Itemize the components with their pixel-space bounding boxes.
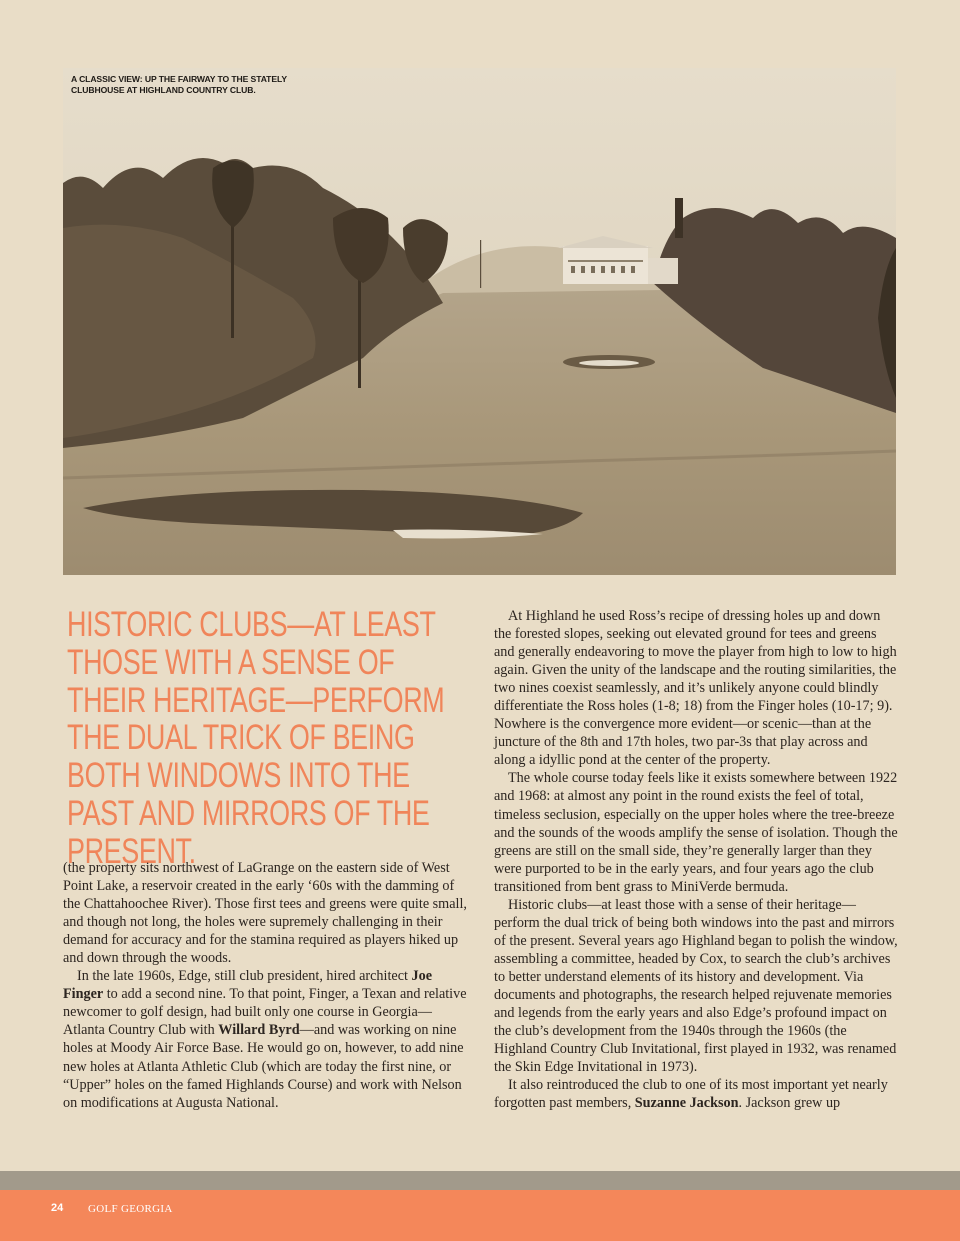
sepia-fairway-image bbox=[63, 68, 896, 575]
magazine-name: GOLF GEORGIA bbox=[88, 1203, 173, 1215]
page-number: 24 bbox=[51, 1202, 64, 1214]
person-name: Joe Finger bbox=[63, 968, 432, 1003]
text-run: It also reintroduced the club to one of its most important yet nearly forgotten past members, bbox=[494, 1077, 888, 1112]
paragraph: (the property sits northwest of LaGrange on the eastern side of West Point Lake, a reservoir created in the early ‘60s with the damming of the Chattahoochee River). Those first tees and greens were quite small, and though not long, the holes were supremely challenging in their demand for accuracy and for the stamina required as players hiked up and down through the woods. bbox=[63, 860, 467, 967]
article-column-left bbox=[63, 859, 471, 1112]
text-run: In the late 1960s, Edge, still club president, hired architect bbox=[77, 968, 412, 985]
paragraph: Historic clubs—at least those with a sense of their heritage—perform the dual trick of being both windows into the past and mirrors of the present. Several years ago Highland began to polish the window, assembling a committee, headed by Cox, to search the club’s archives to better understand elements of its history and development. Via documents and photographs, the research helped rejuvenate memories and legends from the early years and also Edge’s profound impact on the club’s development from the 1940s through the 1960s (the Highland Country Club Invitational, first played in 1932, was renamed the Skin Edge Invitational in 1973). bbox=[494, 896, 898, 1076]
paragraph: The whole course today feels like it exists somewhere between 1922 and 1968: at almost any point in the round exists the feel of total, timeless seclusion, especially on the upper holes where the tree-breeze and the sounds of the woods amplify the sense of isolation. Though the greens are still on the small side, they’re generally larger than they were purported to be in the early years, and four years ago the club transitioned from bent grass to MiniVerde bermuda. bbox=[494, 770, 898, 895]
article-column-right bbox=[494, 607, 898, 1112]
person-name: Suzanne Jackson bbox=[634, 1095, 739, 1112]
person-name: Willard Byrd bbox=[218, 1022, 300, 1039]
text-run: to add a second nine. To that point, Finger, a Texan and relative newcomer to golf design, had built only one course in Georgia—Atlanta Country Club with bbox=[63, 986, 467, 1039]
paragraph bbox=[63, 967, 471, 1111]
paragraph: At Highland he used Ross’s recipe of dressing holes up and down the forested slopes, seeking out elevated ground for tees and greens and generally endeavoring to move the player from high to low to high again. Given the unity of the landscape and the routing similarities, the two nines coexist seamlessly, and it’s unlikely anyone could blindly differentiate the Ross holes (1-8; 18) from the Finger holes (10-17; 9). Nowhere is the convergence more evident—or scenic—than at the juncture of the 8th and 17th holes, two par-3s that play across and along a idyllic pond at the center of the property. bbox=[494, 608, 897, 769]
pull-quote: HISTORIC CLUBS—AT LEAST THOSE WITH A SENSE OF THEIR HERITAGE—PERFORM THE DUAL TRICK OF BEING BOTH WINDOWS INTO THE PAST AND MIRRORS OF THE PRESENT. bbox=[67, 605, 445, 871]
footer-divider-band bbox=[0, 1171, 960, 1190]
photo-caption: A CLASSIC VIEW: UP THE FAIRWAY TO THE STATELY CLUBHOUSE AT HIGHLAND COUNTRY CLUB. bbox=[71, 74, 287, 95]
golf-course-photo bbox=[63, 68, 896, 575]
text-run: —and was working on nine holes at Moody Air Force Base. He would go on, however, to add nine new holes at Atlanta Athletic Club (which are today the first nine, or “Upper” holes on the famed Highlands Course) and work with Nelson on modifications at Augusta National. bbox=[63, 1022, 464, 1111]
paragraph bbox=[494, 1076, 898, 1112]
footer-band bbox=[0, 1190, 960, 1241]
text-run: . Jackson grew up bbox=[738, 1095, 841, 1112]
